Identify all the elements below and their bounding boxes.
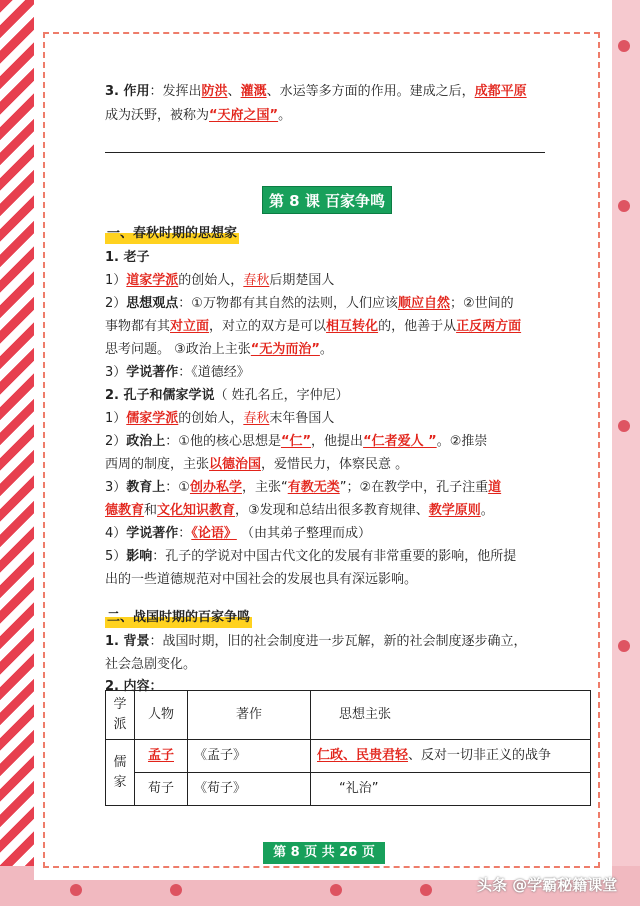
label: 学说著作 bbox=[126, 365, 179, 380]
keyword: 教学原则 bbox=[428, 503, 481, 518]
text: 2. 内容 bbox=[105, 679, 150, 694]
confucius-title: 2. 孔子和儒家学说 bbox=[105, 388, 215, 403]
text: （ 姓孔名丘，字仲尼） bbox=[214, 388, 349, 403]
text: 。 bbox=[480, 503, 494, 518]
text: ，对立的双方是可以 bbox=[209, 319, 327, 334]
text: 、水运等多方面的作用。建成之后， bbox=[266, 84, 475, 99]
text: 1） bbox=[105, 273, 127, 288]
text: 后期楚国人 bbox=[269, 273, 335, 288]
keyword: 成都平原 bbox=[474, 84, 527, 99]
keyword: 正反两方面 bbox=[456, 319, 522, 334]
cell-works: 《孟子》 bbox=[188, 740, 311, 773]
text: ： bbox=[178, 526, 192, 541]
text: 西周的制度，主张 bbox=[105, 457, 210, 472]
confucius-line-4 bbox=[105, 476, 550, 499]
keyword: 顺应自然 bbox=[397, 296, 450, 311]
decor-dot bbox=[618, 640, 630, 652]
section-heading-spring-autumn: 一、春秋时期的思想家 bbox=[105, 224, 239, 244]
text: 和 bbox=[144, 503, 158, 518]
text: ，爱惜民力，体察民意 。 bbox=[261, 457, 409, 472]
text: 4） bbox=[105, 526, 127, 541]
text: ，③发现和总结出很多教育规律、 bbox=[235, 503, 429, 518]
header-person: 人物 bbox=[135, 691, 188, 740]
text: 的，他善于从 bbox=[378, 319, 457, 334]
confucius-title-line bbox=[105, 384, 550, 407]
decor-dot bbox=[618, 40, 630, 52]
text: 1） bbox=[105, 411, 127, 426]
keyword: “无为而治” bbox=[250, 342, 320, 357]
background-line-1 bbox=[105, 630, 550, 653]
confucius-line-6 bbox=[105, 522, 550, 545]
text: ：①万物都有其自然的法则，人们应该 bbox=[178, 296, 398, 311]
keyword: 相互转化 bbox=[326, 319, 379, 334]
laozi-line-1 bbox=[105, 269, 550, 292]
keyword: 灌溉 bbox=[240, 84, 267, 99]
keyword: 孟子 bbox=[147, 748, 174, 763]
decor-dot bbox=[70, 884, 82, 896]
label: 影响 bbox=[126, 549, 153, 564]
text: 的创始人， bbox=[178, 273, 244, 288]
text: ；②世间的 bbox=[449, 296, 514, 311]
laozi-line-3 bbox=[105, 315, 550, 338]
text: 、 bbox=[227, 84, 241, 99]
keyword: 仁政、民贵君轻 bbox=[317, 748, 409, 763]
keyword: 儒家学派 bbox=[126, 411, 179, 426]
keyword: 道家学派 bbox=[126, 273, 179, 288]
cell-ideas: “礼治” bbox=[311, 773, 591, 806]
laozi-line-2 bbox=[105, 292, 550, 315]
laozi-title: 1. 老子 bbox=[105, 250, 150, 265]
page-number: 第 8 页 共 26 页 bbox=[263, 842, 385, 864]
text: ：《道德经》 bbox=[178, 365, 250, 380]
text: 5） bbox=[105, 549, 127, 564]
keyword: 对立面 bbox=[170, 319, 210, 334]
laozi-line-4 bbox=[105, 338, 550, 361]
cell-person: 荀子 bbox=[135, 773, 188, 806]
background-line-2: 社会急剧变化。 bbox=[105, 657, 197, 672]
text: 。 bbox=[319, 342, 333, 357]
text: 。 bbox=[278, 108, 292, 123]
decor-dot bbox=[618, 420, 630, 432]
text: 3） bbox=[105, 480, 127, 495]
header-works: 著作 bbox=[188, 691, 311, 740]
keyword: 道 bbox=[488, 480, 502, 495]
text: ，他提出 bbox=[311, 434, 364, 449]
cell-ideas bbox=[311, 740, 591, 773]
text: 3） bbox=[105, 365, 127, 380]
label: 教育上 bbox=[126, 480, 166, 495]
text: ”；②在教学中，孔子注重 bbox=[339, 480, 489, 495]
keyword: 防洪 bbox=[201, 84, 228, 99]
text: （由其弟子整理而成） bbox=[236, 526, 371, 541]
keyword: “天府之国” bbox=[209, 108, 279, 123]
decor-dot bbox=[170, 884, 182, 896]
top-line-1 bbox=[105, 80, 550, 103]
text: ，主张“ bbox=[241, 480, 288, 495]
section-heading-warring-states: 二、战国时期的百家争鸣 bbox=[105, 608, 252, 628]
decor-dot bbox=[420, 884, 432, 896]
text: ：①他的核心思想是 bbox=[165, 434, 281, 449]
label: 政治上 bbox=[126, 434, 166, 449]
decor-dot bbox=[330, 884, 342, 896]
lesson-title: 第 8 课 百家争鸣 bbox=[262, 186, 392, 214]
table-row bbox=[106, 773, 591, 806]
confucius-line-7 bbox=[105, 545, 550, 568]
confucius-line-3 bbox=[105, 453, 550, 476]
text: 思考问题。 ③政治上主张 bbox=[105, 342, 251, 357]
decor-dot bbox=[618, 200, 630, 212]
text: 末年鲁国人 bbox=[269, 411, 335, 426]
keyword: 春秋 bbox=[243, 411, 270, 426]
label: 思想观点 bbox=[126, 296, 179, 311]
laozi-line-5 bbox=[105, 361, 550, 384]
header-ideas: 思想主张 bbox=[311, 691, 591, 740]
keyword: “仁者爱人 ” bbox=[363, 434, 437, 449]
text: ： bbox=[149, 679, 163, 694]
keyword: 以德治国 bbox=[209, 457, 262, 472]
keyword: 有教无类 bbox=[287, 480, 340, 495]
header-school: 学派 bbox=[106, 691, 135, 740]
keyword: 创办私学 bbox=[189, 480, 242, 495]
text: 成为沃野，被称为 bbox=[105, 108, 210, 123]
label: 学说著作 bbox=[126, 526, 179, 541]
cell-school: 儒家 bbox=[106, 740, 135, 806]
text: 的创始人， bbox=[178, 411, 244, 426]
confucius-line-1 bbox=[105, 407, 550, 430]
cell-works: 《荀子》 bbox=[188, 773, 311, 806]
confucius-line-2 bbox=[105, 430, 550, 453]
confucius-line-8: 出的一些道德规范对中国社会的发展也具有深远影响。 bbox=[105, 572, 418, 587]
cell-person bbox=[135, 740, 188, 773]
keyword: 德教育 bbox=[105, 503, 145, 518]
text: 。②推崇 bbox=[436, 434, 488, 449]
confucius-line-5 bbox=[105, 499, 550, 522]
schools-table bbox=[105, 690, 591, 806]
keyword: 文化知识教育 bbox=[157, 503, 236, 518]
text: ：发挥出 bbox=[149, 84, 202, 99]
text: 2） bbox=[105, 434, 127, 449]
text: 事物都有其 bbox=[105, 319, 171, 334]
watermark: 头条 @学霸秘籍课堂 bbox=[477, 876, 618, 894]
divider-line bbox=[105, 152, 545, 153]
label-effect: 3. 作用 bbox=[105, 84, 150, 99]
keyword: 春秋 bbox=[243, 273, 270, 288]
keyword: 《论语》 bbox=[191, 526, 237, 541]
text: 2） bbox=[105, 296, 127, 311]
text: 、反对一切非正义的战争 bbox=[408, 748, 552, 763]
table-row bbox=[106, 740, 591, 773]
keyword: “仁” bbox=[280, 434, 312, 449]
table-header-row bbox=[106, 691, 591, 740]
top-line-2 bbox=[105, 104, 550, 127]
text: ：① bbox=[165, 480, 190, 495]
text: ：战国时期，旧的社会制度进一步瓦解，新的社会制度逐步确立， bbox=[149, 634, 527, 649]
text: ：孔子的学说对中国古代文化的发展有非常重要的影响，他所提 bbox=[152, 549, 517, 564]
label: 1. 背景 bbox=[105, 634, 150, 649]
